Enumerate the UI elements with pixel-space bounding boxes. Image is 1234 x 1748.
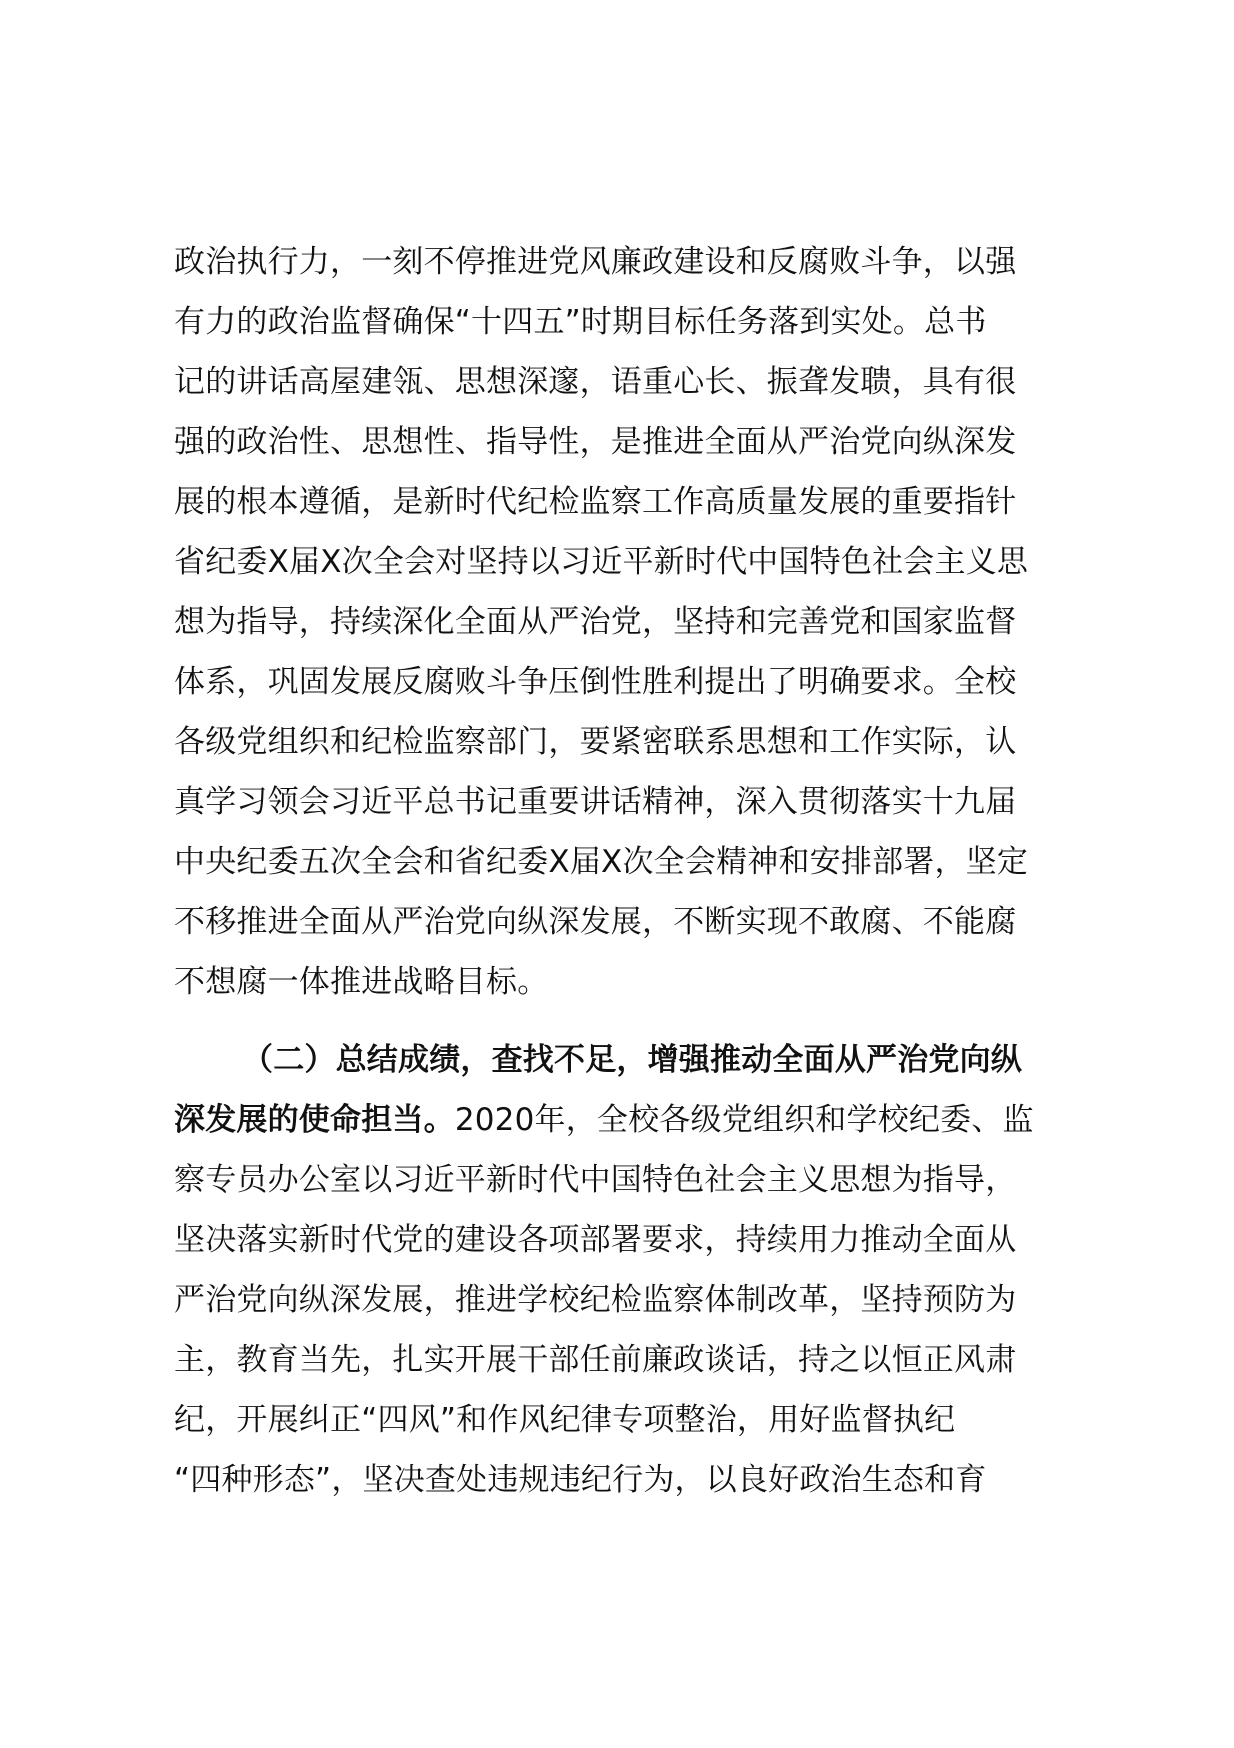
paragraph-1-line: 展的根本遵循，是新时代纪检监察工作高质量发展的重要指针 [174, 484, 1017, 520]
paragraph-1-line: 体系，巩固发展反腐败斗争压倒性胜利提出了明确要求。全校 [174, 664, 1017, 700]
paragraph-2-line: 纪，开展纠正“四风”和作风纪律专项整治，用好监督执纪 [174, 1402, 956, 1438]
paragraph-1-line: 记的讲话高屋建瓴、思想深邃，语重心长、振聋发聩，具有很 [174, 364, 1017, 400]
paragraph-1-line: 想为指导，持续深化全面从严治党，坚持和完善党和国家监督 [174, 604, 1017, 640]
section-heading-tail: 深发展的使命担当。 [174, 1102, 455, 1138]
paragraph-1-line: 政治执行力，一刻不停推进党风廉政建设和反腐败斗争，以强 [174, 244, 1017, 280]
paragraph-2-lead-text: 2020年，全校各级党组织和学校纪委、监 [454, 1102, 1034, 1138]
paragraph-1-line: 有力的政治监督确保“十四五”时期目标任务落到实处。总书 [174, 304, 987, 340]
paragraph-1-line: 不想腐一体推进战略目标。 [174, 964, 549, 1000]
paragraph-1-line: 不移推进全面从严治党向纵深发展，不断实现不敢腐、不能腐 [174, 904, 1017, 940]
paragraph-1-line: 强的政治性、思想性、指导性，是推进全面从严治党向纵深发 [174, 424, 1017, 460]
paragraph-2-line: “四种形态”，坚决查处违规违纪行为，以良好政治生态和育 [174, 1462, 987, 1498]
paragraph-1-line: 省纪委X届X次全会对坚持以习近平新时代中国特色社会主义思 [174, 544, 1029, 580]
paragraph-1-line: 真学习领会习近平总书记重要讲话精神，深入贯彻落实十九届 [174, 784, 1017, 820]
paragraph-1-line: 中央纪委五次全会和省纪委X届X次全会精神和安排部署，坚定 [174, 844, 1029, 880]
section-heading-continuation [174, 1090, 1104, 1150]
section-heading-line: （二）总结成绩，查找不足，增强推动全面从严治党向纵 [242, 1042, 1022, 1078]
paragraph-2-line: 坚决落实新时代党的建设各项部署要求，持续用力推动全面从 [174, 1222, 1017, 1258]
paragraph-2-line: 察专员办公室以习近平新时代中国特色社会主义思想为指导， [174, 1162, 1017, 1198]
paragraph-2-line: 主，教育当先，扎实开展干部任前廉政谈话，持之以恒正风肃 [174, 1342, 1017, 1378]
paragraph-2 [174, 1030, 1104, 1510]
paragraph-2-line: 严治党向纵深发展，推进学校纪检监察体制改革，坚持预防为 [174, 1282, 1017, 1318]
paragraph-1 [174, 232, 1104, 1012]
paragraph-1-line: 各级党组织和纪检监察部门，要紧密联系思想和工作实际，认 [174, 724, 1017, 760]
